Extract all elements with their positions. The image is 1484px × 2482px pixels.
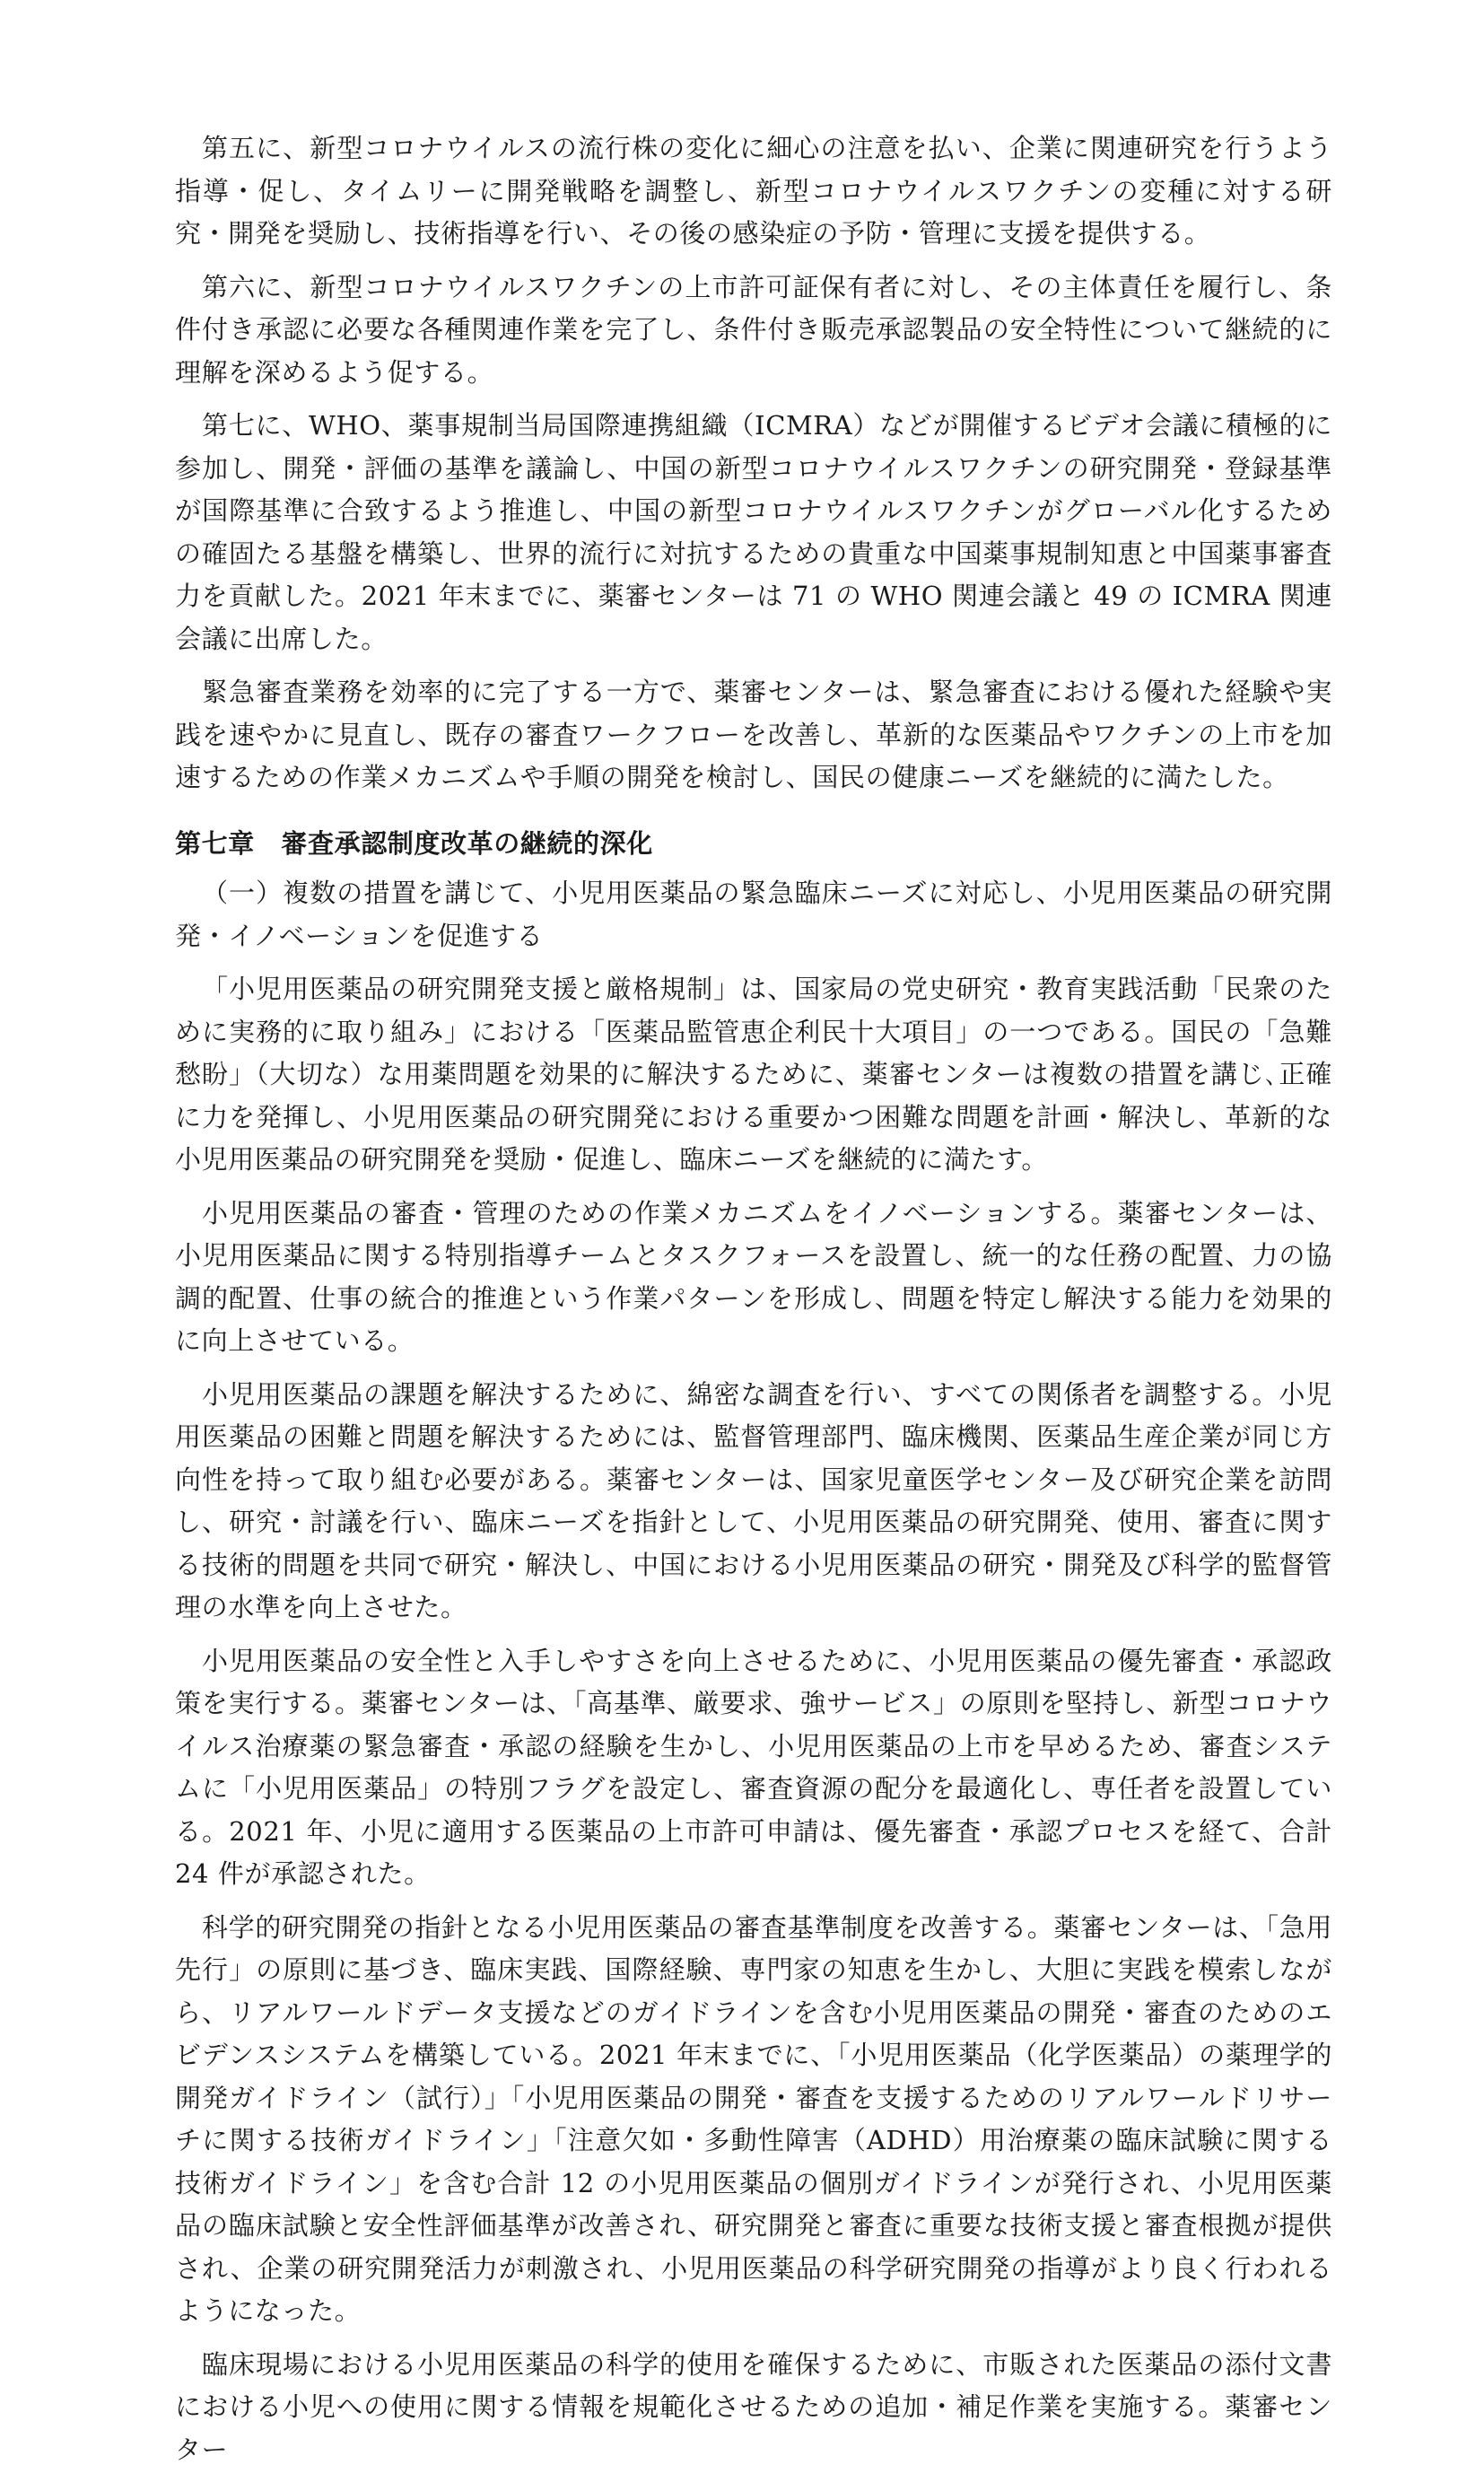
paragraph-pediatric-mechanism: 小児用医薬品の審査・管理のための作業メカニズムをイノベーションする。薬審センターは、小児用医薬品に関する特別指導チームとタスクフォースを設置し、統一的な任務の配置、力の協調的配置、仕事の統合的推進という作業パターンを形成し、問題を特定し解決する能力を効果的に向上させている。 [175,1197,1332,1356]
paragraph-pediatric-priority-review: 小児用医薬品の安全性と入手しやすさを向上させるために、小児用医薬品の優先審査・承認政策を実行する。薬審センターは、「高基準、厳要求、強サービス」の原則を堅持し、新型コロナウイルス治療薬の緊急審査・承認の経験を生かし、小児用医薬品の上市を早めるため、審査システムに「小児用医薬品」の特別フラグを設定し、審査資源の配分を最適化し、専任者を設置している。2021 年、小児に適用する医薬品の上市許可申請は、優先審査・承認プロセスを経て、合計 24 件が承認された。 [175,1645,1332,1889]
document-page [175,127,1332,2482]
paragraph-pediatric-guidelines: 科学的研究開発の指針となる小児用医薬品の審査基準制度を改善する。薬審センターは、「急用先行」の原則に基づき、臨床実践、国際経験、専門家の知恵を生かし、大胆に実践を模索しながら、リアルワールドデータ支援などのガイドラインを含む小児用医薬品の開発・審査のためのエビデンスシステムを構築している。2021 年末までに、「小児用医薬品（化学医薬品）の薬理学的開発ガイドライン（試行）」「小児用医薬品の開発・審査を支援するためのリアルワールドリサーチに関する技術ガイドライン」「注意欠如・多動性障害（ADHD）用治療薬の臨床試験に関する技術ガイドライン」を含む合計 12 の小児用医薬品の個別ガイドラインが発行され、小児用医薬品の臨床試験と安全性評価基準が改善され、研究開発と審査に重要な技術支援と審査根拠が提供され、企業の研究開発活力が刺激され、小児用医薬品の科学研究開発の指導がより良く行われるようになった。 [175,1911,1332,2326]
paragraph-fifth-measure: 第五に、新型コロナウイルスの流行株の変化に細心の注意を払い、企業に関連研究を行うよう指導・促し、タイムリーに開発戦略を調整し、新型コロナウイルスワクチンの変種に対する研究・開発を奨励し、技術指導を行い、その後の感染症の予防・管理に支援を提供する。 [175,133,1332,249]
paragraph-pediatric-support: 「小児用医薬品の研究開発支援と厳格規制」は、国家局の党史研究・教育実践活動「民衆のために実務的に取り組み」における「医薬品監管恵企利民十大項目」の一つである。国民の「急難愁盼」（大切な）な用薬問題を効果的に解決するために、薬審センターは複数の措置を講じ､正確に力を発揮し、小児用医薬品の研究開発における重要かつ困難な問題を計画・解決し、革新的な小児用医薬品の研究開発を奨励・促進し、臨床ニーズを継続的に満たす。 [175,974,1332,1175]
chapter-heading: 第七章 審査承認制度改革の継続的深化 [175,827,653,859]
paragraph-pediatric-research: 小児用医薬品の課題を解決するために、綿密な調査を行い、すべての関係者を調整する。小児用医薬品の困難と問題を解決するためには、監督管理部門、臨床機関、医薬品生産企業が同じ方向性を持って取り組む必要がある。薬審センターは、国家児童医学センター及び研究企業を訪問し、研究・討議を行い、臨床ニーズを指針として、小児用医薬品の研究開発、使用、審査に関する技術的問題を共同で研究・解決し、中国における小児用医薬品の研究・開発及び科学的監督管理の水準を向上させた。 [175,1378,1332,1622]
paragraph-sixth-measure: 第六に、新型コロナウイルスワクチンの上市許可証保有者に対し、その主体責任を履行し、条件付き承認に必要な各種関連作業を完了し、条件付き販売承認製品の安全特性について継続的に理解を深めるよう促する。 [175,271,1332,388]
paragraph-seventh-measure: 第七に、WHO、薬事規制当局国際連携組織（ICMRA）などが開催するビデオ会議に積極的に参加し、開発・評価の基準を議論し、中国の新型コロナウイルスワクチンの研究開発・登録基準が国際基準に合致するよう推進し、中国の新型コロナウイルスワクチンがグローバル化するための確固たる基盤を構築し、世界的流行に対抗するための貴重な中国薬事規制知恵と中国薬事審査力を貢献した。2021 年末までに、薬審センターは 71 の WHO 関連会議と 49 の ICMRA 関連会議に出席した。 [175,410,1332,654]
paragraph-emergency-review-summary: 緊急審査業務を効率的に完了する一方で、薬審センターは、緊急審査における優れた経験や実践を速やかに見直し、既存の審査ワークフローを改善し、革新的な医薬品やワクチンの上市を加速するための作業メカニズムや手順の開発を検討し、国民の健康ニーズを継続的に満たした。 [175,677,1332,792]
paragraph-pediatric-labeling: 臨床現場における小児用医薬品の科学的使用を確保するために、市販された医薬品の添付文書における小児への使用に関する情報を規範化させるための追加・補足作業を実施する。薬審センター [175,2348,1332,2465]
section-heading: （一）複数の措置を講じて、小児用医薬品の緊急臨床ニーズに対応し、小児用医薬品の研究開発・イノベーションを促進する [175,878,1332,951]
